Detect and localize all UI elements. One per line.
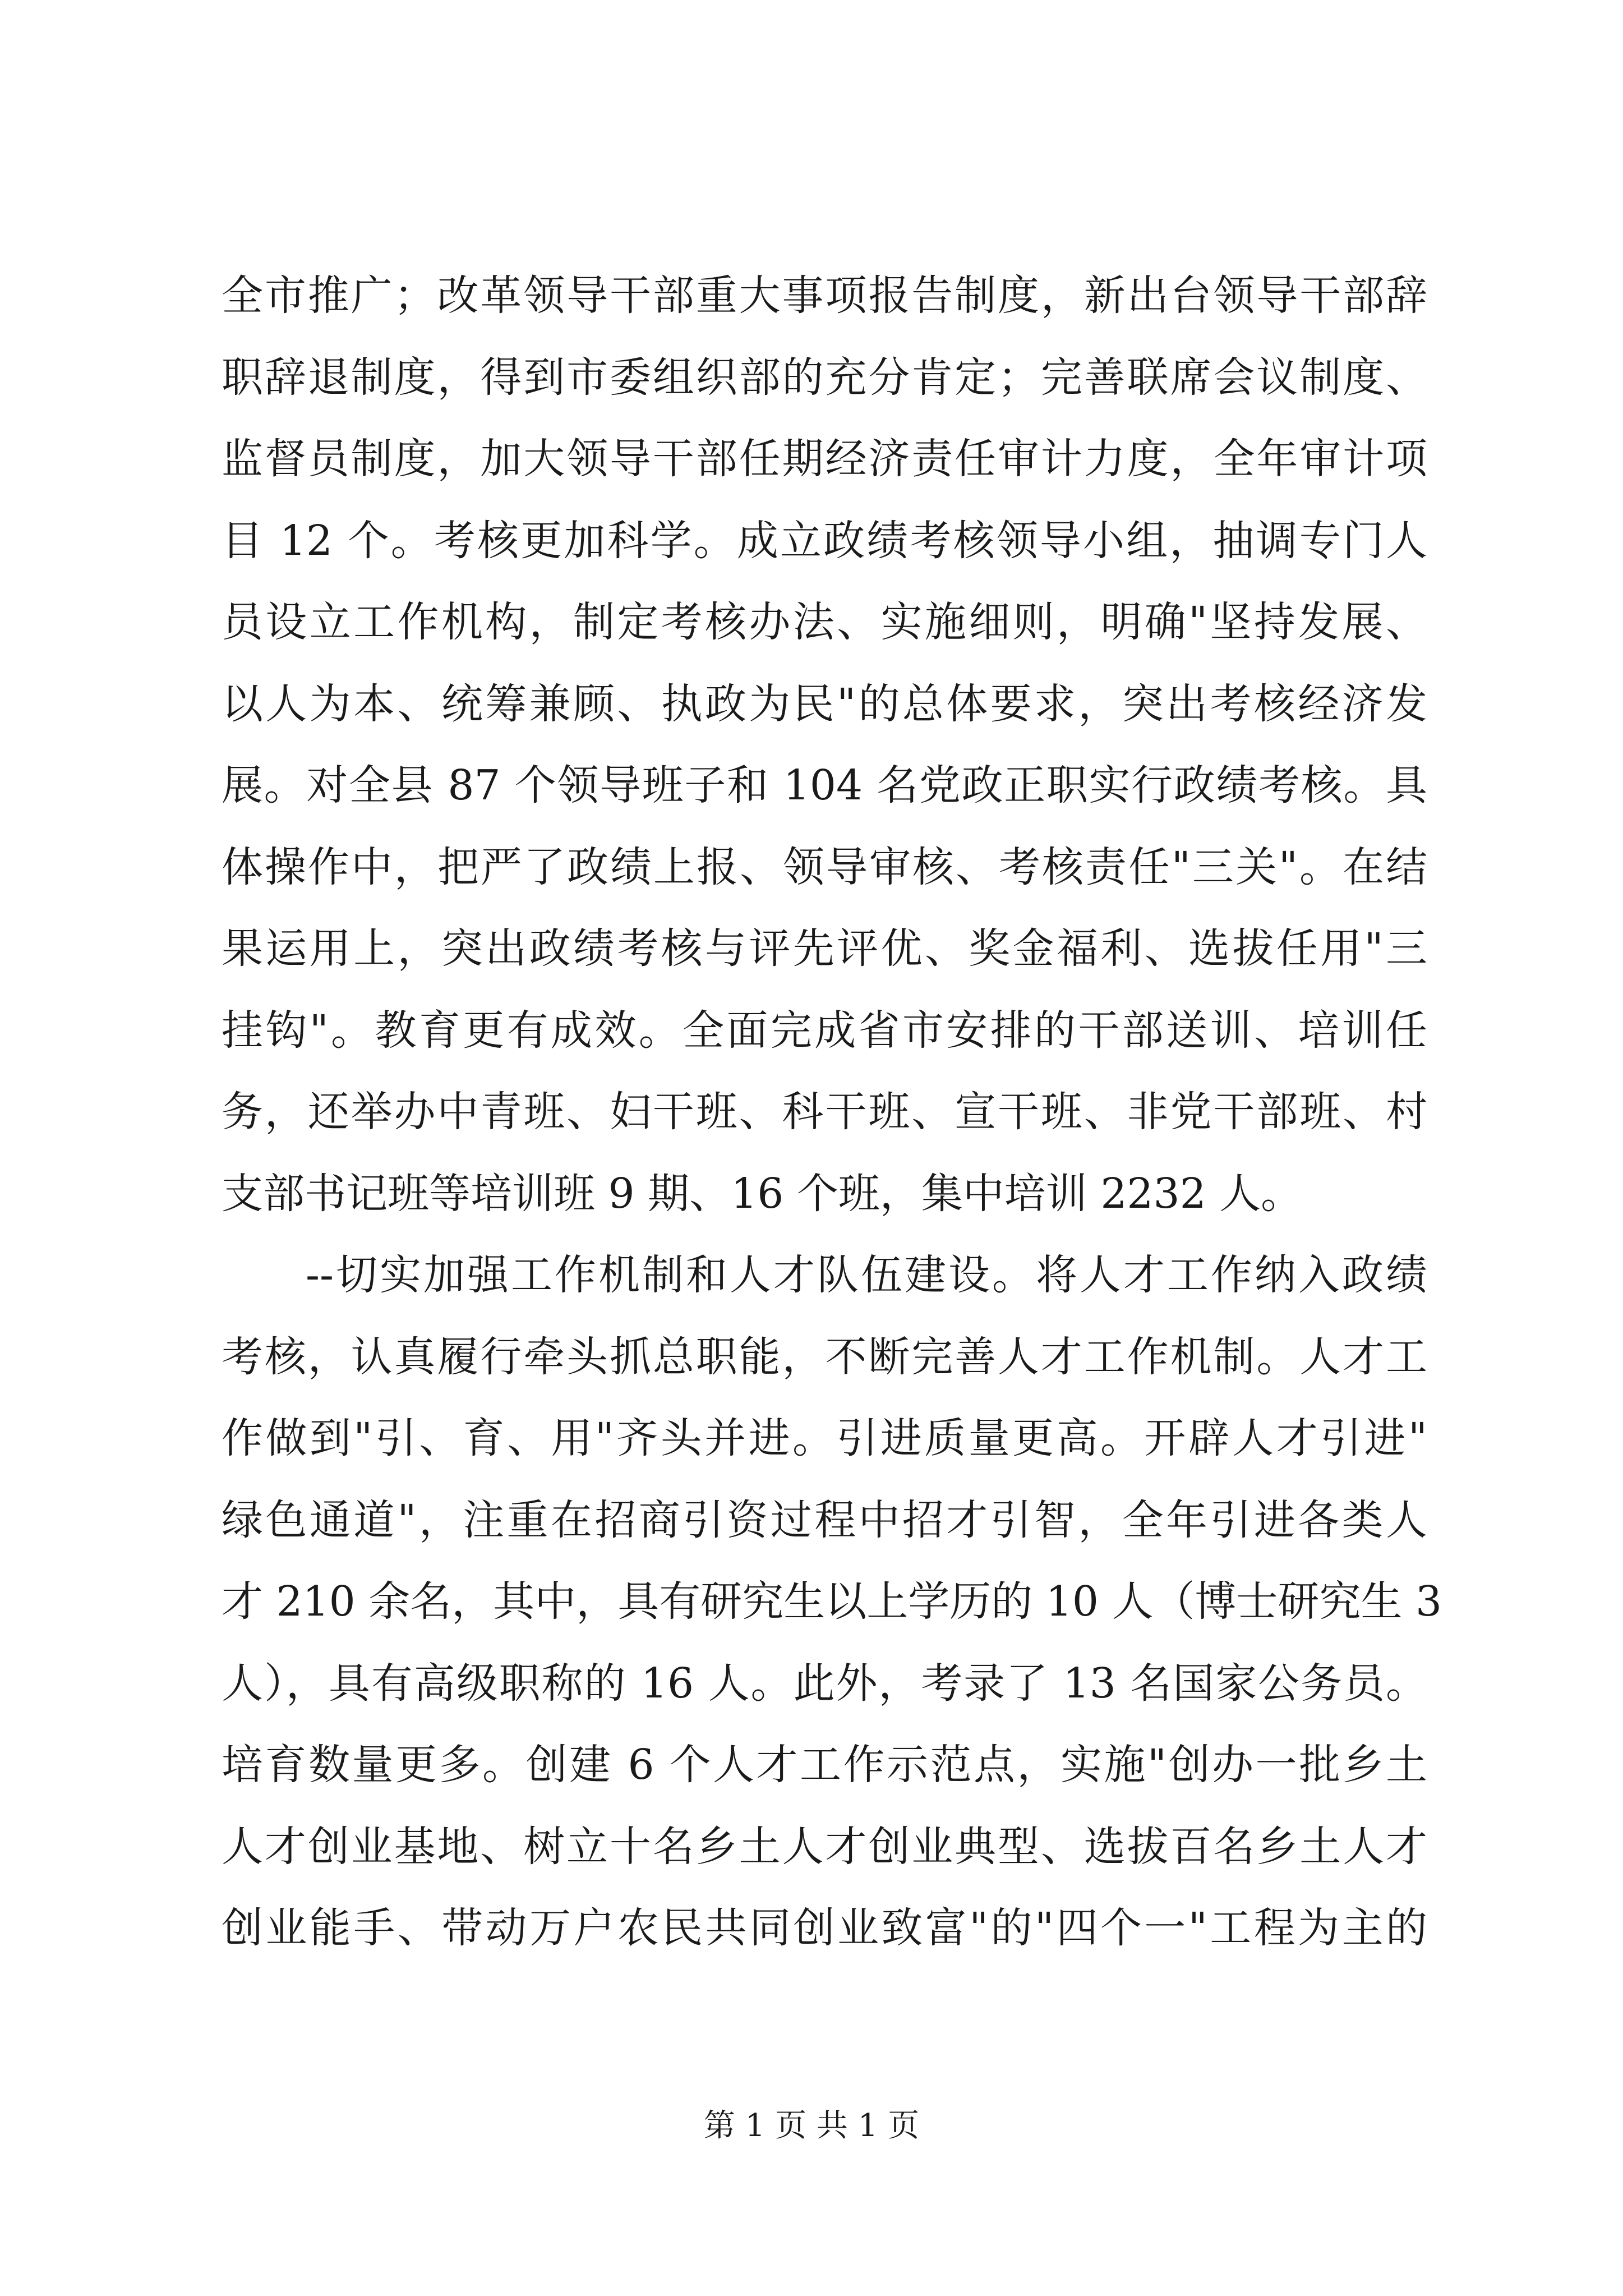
text-line: 职辞退制度，得到市委组织部的充分肯定；完善联席会议制度、: [222, 353, 1427, 402]
text-line: 人才创业基地、树立十名乡土人才创业典型、选拔百名乡土人才: [222, 1822, 1427, 1871]
text-line: 目 12 个。考核更加科学。成立政绩考核领导小组，抽调专门人: [222, 516, 1427, 565]
paragraph-1: [222, 255, 1427, 1235]
page-number-label: 第 1 页 共 1 页: [703, 2108, 920, 2144]
text-line: 全市推广；改革领导干部重大事项报告制度，新出台领导干部辞: [222, 272, 1427, 320]
page-footer: [0, 2106, 1623, 2146]
text-line: 务，还举办中青班、妇干班、科干班、宣干班、非党干部班、村: [222, 1088, 1427, 1136]
text-line: 果运用上，突出政绩考核与评先评优、奖金福利、选拔任用"三: [222, 924, 1427, 973]
text-line: 作做到"引、育、用"齐头并进。引进质量更高。开辟人才引进": [222, 1414, 1427, 1462]
text-line: 监督员制度，加大领导干部任期经济责任审计力度，全年审计项: [222, 435, 1427, 483]
document-body: [222, 255, 1442, 1970]
text-line: 支部书记班等培训班 9 期、16 个班，集中培训 2232 人。: [222, 1169, 1303, 1218]
text-line: 员设立工作机构，制定考核办法、实施细则，明确"坚持发展、: [222, 598, 1427, 646]
text-line: 体操作中，把严了政绩上报、领导审核、考核责任"三关"。在结: [222, 843, 1427, 891]
text-line: 考核，认真履行牵头抓总职能，不断完善人才工作机制。人才工: [222, 1332, 1427, 1381]
text-line: 展。对全县 87 个领导班子和 104 名党政正职实行政绩考核。具: [222, 761, 1427, 809]
text-line: 人），具有高级职称的 16 人。此外，考录了 13 名国家公务员。: [222, 1659, 1427, 1708]
text-line: 培育数量更多。创建 6 个人才工作示范点，实施"创办一批乡土: [222, 1741, 1427, 1789]
text-line: 创业能手、带动万户农民共同创业致富"的"四个一"工程为主的: [222, 1904, 1427, 1952]
text-line: --切实加强工作机制和人才队伍建设。将人才工作纳入政绩: [306, 1251, 1427, 1299]
text-line: 以人为本、统筹兼顾、执政为民"的总体要求，突出考核经济发: [222, 679, 1427, 728]
text-line: 绿色通道"，注重在招商引资过程中招才引智，全年引进各类人: [222, 1496, 1427, 1544]
paragraph-2: [222, 1235, 1442, 1970]
text-line: 才 210 余名，其中，具有研究生以上学历的 10 人（博士研究生 3: [222, 1577, 1442, 1626]
text-line: 挂钩"。教育更有成效。全面完成省市安排的干部送训、培训任: [222, 1006, 1427, 1055]
